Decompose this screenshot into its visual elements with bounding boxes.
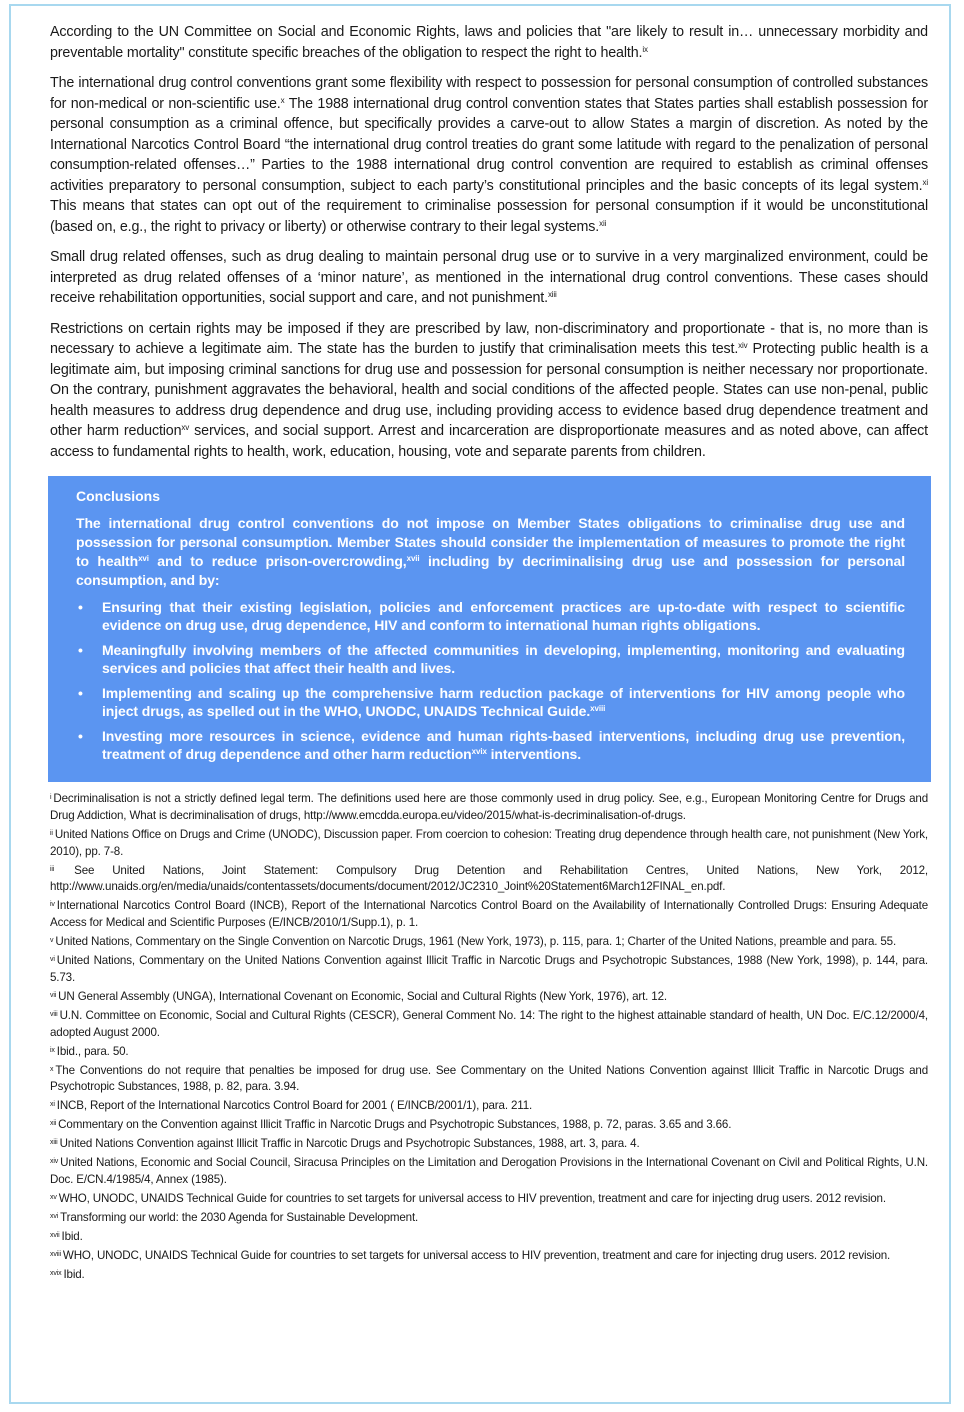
document-content [50, 22, 928, 1286]
text-run: services, and social support. Arrest and incarceration are disproportionate measures and as noted above, can affect access to fundamental rights to health, work, education, housing, vote and separate parents from children. [50, 423, 928, 460]
bullet-icon: • [78, 685, 83, 701]
conclusions-item [76, 727, 905, 763]
footnote-item [50, 1210, 928, 1227]
footnote-reference[interactable]: xvix [471, 747, 487, 756]
footnote-item [50, 863, 928, 897]
footnote-item [50, 989, 928, 1006]
text-run: Protecting public health is a legitimate aim, but imposing criminal sanctions for drug use and possession for personal consumption is neither necessary nor proportionate. On the contrary, punishment aggravates the behavioral, health and social conditions of the affected people. States can use non-penal, public health measures to address drug dependence and drug use, including providing access to evidence based drug dependence treatment and other harm reduction [50, 341, 928, 439]
conclusions-item-text [102, 642, 905, 676]
footnote-reference[interactable]: xiii [547, 290, 557, 299]
footnote-marker: xiii [50, 1139, 58, 1147]
bullet-icon: • [78, 642, 83, 658]
conclusions-item [76, 641, 905, 677]
footnote-item [50, 1229, 928, 1246]
footnote-item [50, 1117, 928, 1134]
text-run: interventions. [486, 746, 581, 762]
body-paragraph [50, 73, 928, 237]
conclusions-list [76, 598, 905, 763]
footnote-text: United Nations Convention against Illicit Traffic in Narcotic Drugs and Psychotropic Substances, 1988, art. 3, para. 4. [59, 1137, 640, 1151]
footnote-marker: iii [50, 865, 55, 873]
footnote-marker: v [50, 937, 54, 945]
footnote-marker: xviii [50, 1251, 61, 1259]
footnote-marker: xvii [50, 1232, 60, 1240]
footnote-text: Ibid., para. 50. [56, 1044, 129, 1058]
footnote-item [50, 934, 928, 951]
conclusions-intro [76, 514, 905, 590]
text-run: Small drug related offenses, such as drug dealing to maintain personal drug use or to survive in a very marginalized environment, could be interpreted as drug related offenses of a ‘minor nature’, as mentioned in the international drug control conventions. These cases should receive rehabilitation opportunities, social support and care, and not punishment. [50, 249, 928, 306]
footnote-item [50, 1008, 928, 1042]
footnote-marker: ix [50, 1046, 55, 1054]
text-run: Meaningfully involving members of the affected communities in developing, implementing, monitoring and evaluating services and policies that affect their health and lives. [102, 642, 905, 676]
footnote-reference[interactable]: xvi [138, 554, 149, 563]
text-run: According to the UN Committee on Social and Economic Rights, laws and policies that "are likely to result in… unnecessary morbidity and preventable mortality" constitute specific breaches of the obligation to respect the right to health. [50, 24, 928, 61]
footnote-text: International Narcotics Control Board (INCB), Report of the International Narcotics Control Board on the Availability of Internationally Controlled Drugs: Ensuring Adequate Access for Medical and Scientific Purposes (E/INCB/2010/1/Supp.1), p. 1. [50, 899, 928, 930]
text-run: and to reduce prison-overcrowding, [148, 553, 407, 569]
footnote-marker: ii [50, 829, 53, 837]
body-paragraph [50, 22, 928, 63]
footnote-text: Ibid. [61, 1230, 83, 1244]
conclusions-item-text [102, 599, 905, 633]
footnote-text: United Nations Office on Drugs and Crime (UNODC), Discussion paper. From coercion to cohesion: Treating drug dependence through health care, not punishment (New York, 2010), pp. 7-8. [50, 827, 928, 858]
footnote-marker: vii [50, 991, 57, 999]
text-run: The international drug control conventions grant some flexibility with respect to possession for personal consumption of controlled substances for non-medical or non-scientific use. [50, 75, 928, 112]
footnote-item [50, 898, 928, 932]
footnote-item [50, 827, 928, 861]
footnote-reference[interactable]: xviii [590, 704, 606, 713]
footnote-marker: i [50, 794, 52, 801]
footnote-text: United Nations, Commentary on the Single Convention on Narcotic Drugs, 1961 (New York, 1973), p. 115, para. 1; Charter of the United Nations, preamble and para. 55. [55, 935, 897, 949]
footnote-marker: xi [50, 1101, 55, 1109]
text-run: Restrictions on certain rights may be imposed if they are prescribed by law, non-discriminatory and proportionate - that is, no more than is necessary to achieve a legitimate aim. The state has the burden to justify that criminalisation meets this test. [50, 320, 928, 357]
footnote-item [50, 791, 928, 825]
text-run: Ensuring that their existing legislation, policies and enforcement practices are up-to-date with respect to scientific evidence on drug use, drug dependence, HIV and conform to international human rights obligations. [102, 599, 905, 633]
bullet-icon: • [78, 599, 83, 615]
body-paragraph [50, 319, 928, 463]
conclusions-item [76, 684, 905, 720]
footnote-item [50, 1044, 928, 1061]
footnote-marker: xv [50, 1194, 57, 1202]
footnote-text: Ibid. [63, 1268, 85, 1282]
footnote-item [50, 953, 928, 987]
conclusions-title: Conclusions [76, 488, 161, 504]
footnote-reference[interactable]: xii [599, 218, 607, 228]
footnote-marker: viii [50, 1010, 58, 1018]
footnote-text: The Conventions do not require that penalties be imposed for drug use. See Commentary on the United Nations Convention against Illicit Traffic in Narcotic Drugs and Psychotropic Substances, 1988, p. 82, para. 3.94. [50, 1063, 928, 1094]
footnote-item [50, 1267, 928, 1284]
footnote-text: See United Nations, Joint Statement: Compulsory Drug Detention and Rehabilitation Centres, United Nations, New York, 2012, http://www.unaids.org/en/media/unaids/contentassets/documents/document/2012/JC2310_Joint%20Statement6March12FINAL_en.pdf. [50, 863, 928, 894]
text-run: The 1988 international drug control convention states that States parties shall establish possession for personal consumption as a criminal offence, but specifically provides a carve-out to allow States a margin of discretion. As noted by the International Narcotics Control Board “the international drug control treaties do grant some latitude with regard to the penalization of personal consumption-related offenses…” Parties to the 1988 international drug control convention are required to establish as criminal offenses activities preparatory to personal consumption, subject to each party’s constitutional principles and the basic concepts of its legal system. [50, 95, 928, 194]
conclusions-item-text [102, 728, 905, 762]
footnote-item [50, 1136, 928, 1153]
footnote-text: WHO, UNODC, UNAIDS Technical Guide for countries to set targets for universal access to HIV prevention, treatment and care for injecting drug users. 2012 revision. [62, 1249, 891, 1263]
footnote-text: Transforming our world: the 2030 Agenda for Sustainable Development. [60, 1211, 419, 1225]
footnote-text: WHO, UNODC, UNAIDS Technical Guide for countries to set targets for universal access to HIV prevention, treatment and care for injecting drug users. 2012 revision. [58, 1192, 886, 1206]
footnote-item [50, 1248, 928, 1265]
footnote-reference[interactable]: xi [922, 177, 928, 187]
footnote-marker: vi [50, 956, 55, 964]
footnote-item [50, 1098, 928, 1115]
footnote-marker: x [50, 1065, 54, 1073]
footnote-text: Commentary on the Convention against Illicit Traffic in Narcotic Drugs and Psychotropic Substances, 1988, p. 72, paras. 3.65 and 3.66. [58, 1118, 732, 1132]
conclusions-box [48, 476, 931, 782]
body-paragraph [50, 247, 928, 309]
footnote-marker: xvi [50, 1213, 59, 1221]
footnote-marker: xiv [50, 1158, 59, 1166]
conclusions-item-text [102, 685, 905, 719]
text-run: Investing more resources in science, evidence and human rights-based interventions, including drug use prevention, treatment of drug dependence and other harm reduction [102, 728, 905, 762]
bullet-icon: • [78, 728, 83, 744]
footnote-text: United Nations, Economic and Social Council, Siracusa Principles on the Limitation and Derogation Provisions in the International Covenant on Civil and Political Rights, U.N. Doc. E/CN.4/1985/4, Annex (1985). [50, 1156, 928, 1187]
footnote-text: INCB, Report of the International Narcotics Control Board for 2001 ( E/INCB/2001/1), para. 211. [56, 1099, 533, 1113]
footnote-reference[interactable]: xiv [738, 341, 748, 350]
footnote-text: U.N. Committee on Economic, Social and Cultural Rights (CESCR), General Comment No. 14: The right to the highest attainable standard of health, UN Doc. E/C.12/2000/4, adopted August 2000. [50, 1008, 928, 1039]
body-text [50, 22, 928, 462]
footnote-reference[interactable]: xv [181, 423, 190, 432]
text-run: Implementing and scaling up the comprehensive harm reduction package of interventions for HIV among people who inject drugs, as spelled out in the WHO, UNODC, UNAIDS Technical Guide. [102, 685, 905, 719]
text-run: This means that states can opt out of the requirement to criminalise possession for personal consumption if it would be unconstitutional (based on, e.g., the right to privacy or liberty) or otherwise contrary to their legal systems. [50, 198, 928, 235]
footnote-marker: xvix [50, 1270, 62, 1278]
footnote-text: Decriminalisation is not a strictly defined legal term. The definitions used here are those commonly used in drug policy. See, e.g., European Monitoring Centre for Drugs and Drug Addiction, What is decriminalisation of drugs, http://www.emcdda.europa.eu/video/2015/what-is-decriminalisation-of-drugs. [50, 792, 928, 822]
text-run: The international drug control conventions do not impose on Member States obligations to criminalise drug use and possession for personal consumption. Member States should consider the implementation of measures to promote the right to health [76, 515, 905, 569]
footnote-marker: iv [50, 901, 55, 909]
footnote-text: UN General Assembly (UNGA), International Covenant on Economic, Social and Cultural Rights (New York, 1976), art. 12. [58, 989, 667, 1003]
footnote-marker: xii [50, 1120, 57, 1128]
conclusions-item [76, 598, 905, 634]
footnote-item [50, 1155, 928, 1189]
footnotes [50, 791, 928, 1284]
text-run: including by decriminalising drug use and possession for personal consumption, and by: [76, 553, 905, 588]
footnote-item [50, 1063, 928, 1097]
footnote-text: United Nations, Commentary on the United Nations Convention against Illicit Traffic in Narcotic Drugs and Psychotropic Substances, 1988 (New York, 1998), p. 144, para. 5.73. [50, 954, 928, 984]
footnote-item [50, 1191, 928, 1208]
footnote-reference[interactable]: ix [642, 44, 648, 54]
footnote-reference[interactable]: xvii [406, 554, 420, 563]
footnote-reference[interactable]: x [280, 95, 285, 105]
